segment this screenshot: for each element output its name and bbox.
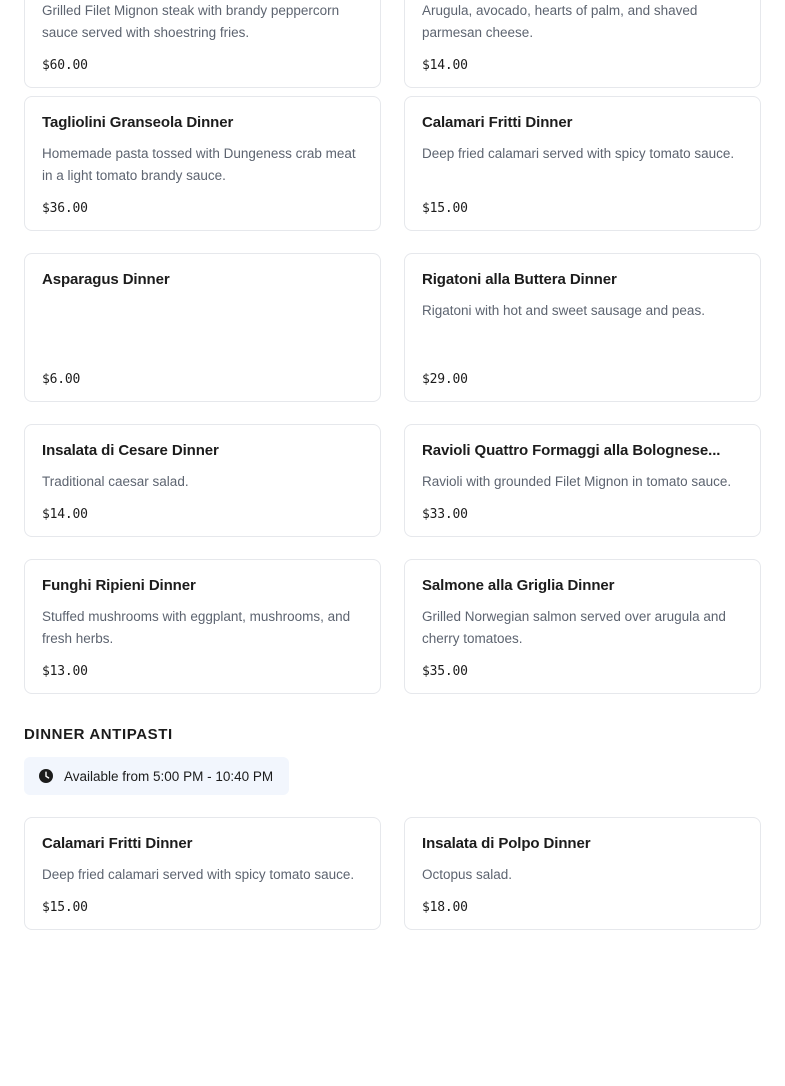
menu-item-price: $14.00 — [422, 58, 468, 73]
menu-item-title: Calamari Fritti Dinner — [42, 835, 193, 852]
section-heading: DINNER ANTIPASTI — [24, 726, 173, 743]
menu-item-price: $6.00 — [42, 372, 81, 387]
menu-item-price: $18.00 — [422, 900, 468, 915]
menu-item-price: $33.00 — [422, 507, 468, 522]
menu-item-price: $60.00 — [42, 58, 88, 73]
menu-item-title: Insalata di Cesare Dinner — [42, 442, 219, 459]
menu-item-price: $35.00 — [422, 664, 468, 679]
menu-item-card[interactable] — [404, 817, 761, 930]
menu-item-title: Funghi Ripieni Dinner — [42, 577, 196, 594]
menu-grid-section — [24, 817, 761, 930]
menu-item-title: Insalata di Polpo Dinner — [422, 835, 591, 852]
menu-item-card[interactable] — [24, 559, 381, 694]
menu-item-price: $15.00 — [422, 201, 468, 216]
menu-item-description: Stuffed mushrooms with eggplant, mushrooms, and fresh herbs. — [42, 609, 351, 646]
availability-text: Available from 5:00 PM - 10:40 PM — [64, 768, 274, 784]
menu-item-card[interactable] — [404, 559, 761, 694]
menu-item-title: Rigatoni alla Buttera Dinner — [422, 271, 617, 288]
menu-item-description: Deep fried calamari served with spicy tomato sauce. — [42, 867, 355, 882]
menu-item-description: Grilled Filet Mignon steak with brandy peppercorn sauce served with shoestring fries. — [42, 3, 340, 40]
menu-item-card[interactable] — [24, 424, 381, 537]
menu-item-title: Asparagus Dinner — [42, 271, 170, 288]
menu-item-description: Rigatoni with hot and sweet sausage and peas. — [422, 303, 705, 318]
menu-item-description: Ravioli with grounded Filet Mignon in tomato sauce. — [422, 474, 732, 489]
menu-item-price: $15.00 — [42, 900, 88, 915]
menu-item-card[interactable] — [404, 96, 761, 231]
menu-item-price: $14.00 — [42, 507, 88, 522]
menu-item-card[interactable] — [24, 253, 381, 402]
menu-item-title: Tagliolini Granseola Dinner — [42, 114, 234, 131]
menu-grid — [24, 96, 761, 694]
menu-item-description: Octopus salad. — [422, 867, 513, 882]
menu-item-description: Traditional caesar salad. — [42, 474, 189, 489]
menu-grid-top — [24, 0, 761, 88]
menu-item-price: $36.00 — [42, 201, 88, 216]
menu-item-description: Arugula, avocado, hearts of palm, and shaved parmesan cheese. — [422, 3, 698, 40]
menu-item-description — [42, 300, 363, 358]
menu-item-title: Salmone alla Griglia Dinner — [422, 577, 615, 594]
clock-icon — [38, 768, 54, 784]
menu-item-card[interactable] — [24, 817, 381, 930]
menu-item-card[interactable] — [404, 424, 761, 537]
menu-item-description: Deep fried calamari served with spicy tomato sauce. — [422, 146, 735, 161]
menu-item-title: Ravioli Quattro Formaggi alla Bolognese... — [422, 442, 721, 459]
menu-item-title: Calamari Fritti Dinner — [422, 114, 573, 131]
menu-item-card[interactable] — [404, 0, 761, 88]
menu-item-price: $29.00 — [422, 372, 468, 387]
menu-item-description: Homemade pasta tossed with Dungeness crab meat in a light tomato brandy sauce. — [42, 146, 356, 183]
menu-item-price: $13.00 — [42, 664, 88, 679]
menu-item-card[interactable] — [404, 253, 761, 402]
menu-item-description: Grilled Norwegian salmon served over arugula and cherry tomatoes. — [422, 609, 726, 646]
menu-item-card[interactable] — [24, 96, 381, 231]
availability-badge — [24, 757, 289, 795]
menu-item-card[interactable] — [24, 0, 381, 88]
